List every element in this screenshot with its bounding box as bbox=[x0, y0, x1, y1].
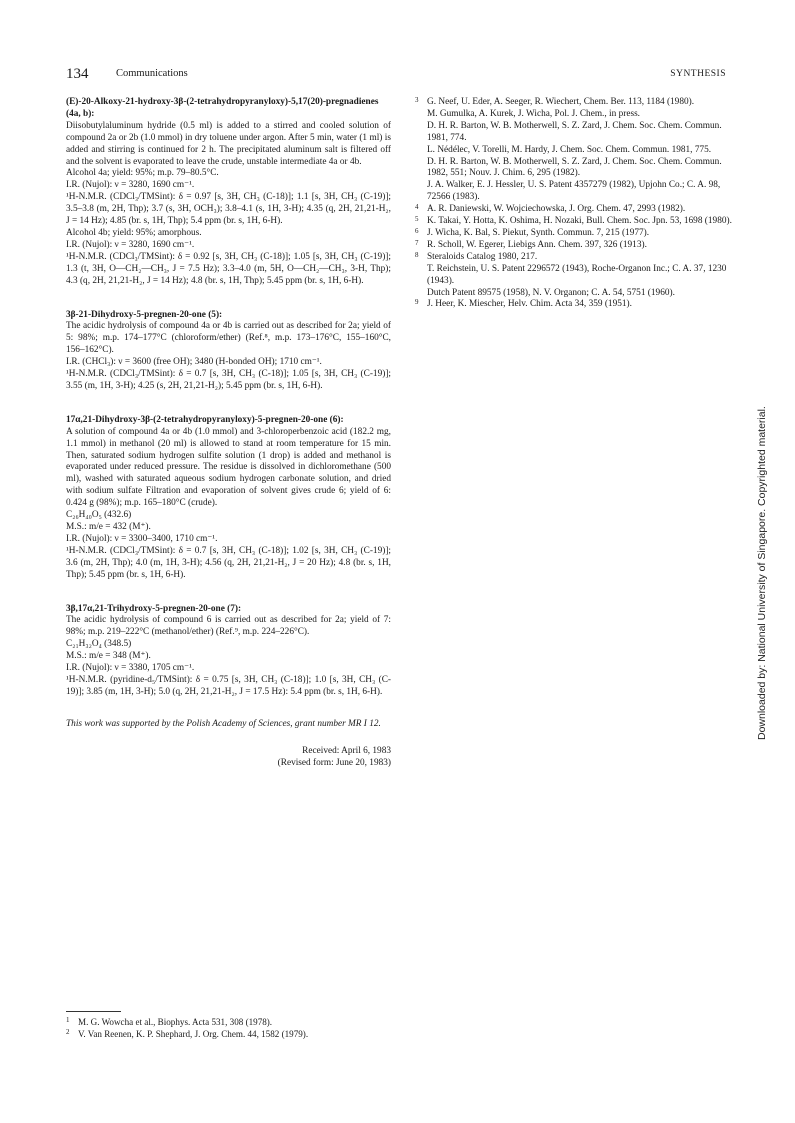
procedure-heading: (E)-20-Alkoxy-21-hydroxy-3β-(2-tetrahydropyranyloxy)-5,17(20)-pregnadienes (4a, b): bbox=[66, 97, 379, 119]
ir-data: I.R. (Nujol): ν = 3380, 1705 cm⁻¹. bbox=[66, 663, 195, 674]
footnote-item bbox=[66, 1028, 391, 1040]
nmr-data: ¹H-N.M.R. (CDCl₃/TMSint): δ = 0.97 [s, 3H, CH₃ (C-18)]; 1.1 [s, 3H, CH₃ (C-19)]; 3.5–3.8 (m, 2H, Thp); 3.7 (s, 3H, OCH₃); 3.8–4.1 (s, 1H, 3-H); 4.35 (q, 2H, 21,21-H₂, J = 14 Hz); 4.85 (br. s, 1H, Thp); 5.4 ppm (br. s, 1H, 6-H). bbox=[66, 192, 391, 227]
procedure-4ab bbox=[66, 97, 391, 288]
reference-number: 3 bbox=[415, 96, 419, 104]
nmr-data: ¹H-N.M.R. (pyridine-d₅/TMSint): δ = 0.75 [s, 3H, CH₃ (C-18)]; 1.0 [s, 3H, CH₃ (C-19)]; 3.85 (m, 1H, 3-H); 5.0 (q, 2H, 21,21-H₂, J = 17.5 Hz): 5.4 ppm (br. s, 1H, 6-H). bbox=[66, 674, 391, 697]
formula-line: C₂₆H₄₀O₅ (432.6) bbox=[66, 510, 132, 521]
footnote-rule bbox=[66, 1011, 121, 1012]
reference-number: 8 bbox=[415, 250, 419, 259]
procedure-6 bbox=[66, 415, 391, 582]
page-header bbox=[66, 66, 726, 84]
reference-item bbox=[415, 216, 735, 228]
reference-text: Dutch Patent 89575 (1958), N. V. Organon; C. A. 54, 5751 (1960). bbox=[427, 287, 675, 298]
left-column bbox=[66, 97, 391, 770]
reference-text: G. Neef, U. Eder, A. Seeger, R. Wiechert, Chem. Ber. 113, 1184 (1980). bbox=[427, 97, 695, 107]
footnote-item bbox=[66, 1016, 391, 1028]
procedure-heading: 3β,17α,21-Trihydroxy-5-pregnen-20-one (7): bbox=[66, 603, 242, 614]
journal-name: SYNTHESIS bbox=[670, 69, 726, 79]
procedure-text: The acidic hydrolysis of compound 6 is carried out as described for 2a; yield of 7: 98%; m.p. 219–222°C (methanol/ether) (Ref.⁹, m.p. 224–226°C). bbox=[66, 615, 391, 638]
ir-data: I.R. (CHCl₃): ν = 3600 (free OH); 3480 (H-bonded OH); 1710 cm⁻¹. bbox=[66, 357, 322, 368]
reference-text: M. Gumulka, A. Kurek, J. Wicha, Pol. J. Chem., in press. bbox=[427, 108, 641, 119]
nmr-data: ¹H-N.M.R. (CDCl₃/TMSint): δ = 0.7 [s, 3H, CH₃ (C-18)]; 1.05 [s, 3H, CH₃ (C-19)]; 3.55 (m, 1H, 3-H); 4.25 (s, 2H, 21,21-H₂); 5.45 ppm (br. s, 1H, 6-H). bbox=[66, 369, 391, 391]
footnote-text: V. Van Reenen, K. P. Shephard, J. Org. Chem. 44, 1582 (1979). bbox=[78, 1029, 309, 1039]
ir-data: I.R. (Nujol): ν = 3280, 1690 cm⁻¹. bbox=[66, 180, 195, 191]
reference-number: 5 bbox=[415, 215, 419, 224]
reference-item bbox=[415, 299, 735, 311]
reference-text: K. Takai, Y. Hotta, K. Oshima, H. Nozaki, Bull. Chem. Soc. Jpn. 53, 1698 (1980). bbox=[427, 216, 732, 227]
procedure-text: The acidic hydrolysis of compound 4a or 4b is carried out as described for 2a; yield of 5: 98%; m.p. 174–177°C (chloroform/ether) (Ref.⁸, m.p. 173–176°C, 155–160°C, 156–162°C). bbox=[66, 321, 391, 356]
page-number: 134 bbox=[66, 66, 89, 82]
procedure-5 bbox=[66, 310, 391, 393]
reference-text: R. Scholl, W. Egerer, Liebigs Ann. Chem. 397, 326 (1913). bbox=[427, 239, 647, 250]
download-notice-text: Downloaded by: National University of Singapore. Copyrighted material. bbox=[756, 406, 768, 740]
reference-item bbox=[415, 204, 735, 216]
procedure-text: A solution of compound 4a or 4b (1.0 mmol) and 3-chloroperbenzoic acid (182.2 mg, 1.1 mmol) in methanol (20 ml) is allowed to stand at room temperature for 15 min. Then, saturated sodium hydrogen sulfite solution (1 drop) is added and methanol is evaporated under reduced pressure. The residue is dissolved in dichloromethane (500 ml), washed with saturated aqueous sodium hydrogen carbonate solution, and dried with sodium sulfate Filtration and evaporation of solvent gives crude 6; yield of 6: 0.424 g (98%); m.p. 165–180°C (crude). bbox=[66, 426, 391, 509]
received-date: Received: April 6, 1983 bbox=[302, 745, 391, 756]
footnote-number: 2 bbox=[66, 1028, 70, 1036]
reference-text: J. Wicha, K. Bal, S. Piekut, Synth. Commun. 7, 215 (1977). bbox=[427, 227, 650, 238]
formula-line: C₂₁H₃₂O₄ (348.5) bbox=[66, 639, 132, 650]
ir-data: I.R. (Nujol): ν = 3280, 1690 cm⁻¹. bbox=[66, 239, 195, 250]
procedure-text: Diisobutylaluminum hydride (0.5 ml) is added to a stirred and cooled solution of compound 2a or 2b (1.0 mmol) in dry toluene under argon. After 5 min, water (1 ml) is added and stirring is continued for 2 h. The precipitated aluminum salt is filtered off and the solvent is evaporated to leave the crude, unstable intermediate 4a or 4b. bbox=[66, 120, 391, 167]
reference-text: Steraloids Catalog 1980, 217. bbox=[427, 251, 538, 262]
revised-date: (Revised form: June 20, 1983) bbox=[277, 758, 391, 769]
reference-text: T. Reichstein, U. S. Patent 2296572 (1943), Roche-Organon Inc.; C. A. 37, 1230 (1943). bbox=[427, 263, 727, 286]
download-notice bbox=[753, 360, 771, 740]
reference-number: 9 bbox=[415, 298, 419, 307]
reference-text: D. H. R. Barton, W. B. Motherwell, S. Z. Zard, J. Chem. Soc. Chem. Commun. 1981, 774. bbox=[427, 120, 722, 143]
reference-item bbox=[415, 252, 735, 300]
reference-number: 4 bbox=[415, 203, 419, 212]
reference-item bbox=[415, 97, 735, 204]
reference-text: A. R. Daniewski, W. Wojciechowska, J. Org. Chem. 47, 2993 (1982). bbox=[427, 204, 686, 215]
procedure-7 bbox=[66, 604, 391, 699]
procedure-heading: 17α,21-Dihydroxy-3β-(2-tetrahydropyranyloxy)-5-pregnen-20-one (6): bbox=[66, 414, 344, 425]
footnote-number: 1 bbox=[66, 1016, 70, 1024]
footnotes bbox=[66, 1011, 391, 1040]
data-line: Alcohol 4b; yield: 95%; amorphous. bbox=[66, 227, 202, 238]
section-title: Communications bbox=[116, 68, 188, 79]
ir-data: I.R. (Nujol): ν = 3300–3400, 1710 cm⁻¹. bbox=[66, 533, 218, 544]
ms-data: M.S.: m/e = 348 (M⁺). bbox=[66, 651, 151, 662]
received-dates bbox=[66, 745, 391, 770]
reference-text: J. A. Walker, E. J. Hessler, U. S. Patent 4357279 (1982), Upjohn Co.; C. A. 98, 72566 (1983). bbox=[427, 180, 721, 203]
data-line: Alcohol 4a; yield: 95%; m.p. 79–80.5°C. bbox=[66, 168, 219, 179]
acknowledgement: This work was supported by the Polish Academy of Sciences, grant number MR I 12. bbox=[66, 718, 381, 729]
procedure-heading: 3β-21-Dihydroxy-5-pregnen-20-one (5): bbox=[66, 309, 223, 320]
reference-number: 7 bbox=[415, 238, 419, 247]
reference-text: D. H. R. Barton, W. B. Motherwell, S. Z. Zard, J. Chem. Soc. Chem. Commun. 1982, 551; Nouv. J. Chim. 6, 295 (1982). bbox=[427, 156, 722, 179]
reference-item bbox=[415, 228, 735, 240]
references-column bbox=[415, 97, 735, 311]
reference-text: J. Heer, K. Miescher, Helv. Chim. Acta 34, 359 (1951). bbox=[427, 299, 632, 310]
ms-data: M.S.: m/e = 432 (M⁺). bbox=[66, 522, 151, 532]
reference-text: L. Nédélec, V. Torelli, M. Hardy, J. Chem. Soc. Chem. Commun. 1981, 775. bbox=[427, 144, 712, 155]
reference-item bbox=[415, 240, 735, 252]
nmr-data: ¹H-N.M.R. (CDCl₃/TMSint): δ = 0.92 [s, 3H, CH₃ (C-18)]; 1.05 [s, 3H, CH₃ (C-19)]; 1.3 (t, 3H, O—CH₂—CH₃, J = 7.5 Hz); 3.3–4.0 (m, 5H, O—CH₂—CH₃, 3-H, Thp); 4.3 (q, 2H, 21,21-H₂, J = 14 Hz); 4.8 (br. s, 1H, Thp); 5.45 ppm (br. s, 1H, 6-H). bbox=[66, 251, 391, 286]
nmr-data: ¹H-N.M.R. (CDCl₃/TMSint): δ = 0.7 [s, 3H, CH₃ (C-18)]; 1.02 [s, 3H, CH₃ (C-19)]; 3.6 (m, 2H, Thp); 4.0 (m, 1H, 3-H); 4.56 (q, 2H, 21,21-H₂, J = 20 Hz); 4.8 (br. s, 1H, Thp); 5.45 ppm (br. s, 1H, 6-H). bbox=[66, 545, 391, 580]
reference-number: 6 bbox=[415, 226, 419, 235]
reference-list bbox=[415, 97, 735, 311]
footnote-text: M. G. Wowcha et al., Biophys. Acta 531, 308 (1978). bbox=[78, 1017, 273, 1027]
